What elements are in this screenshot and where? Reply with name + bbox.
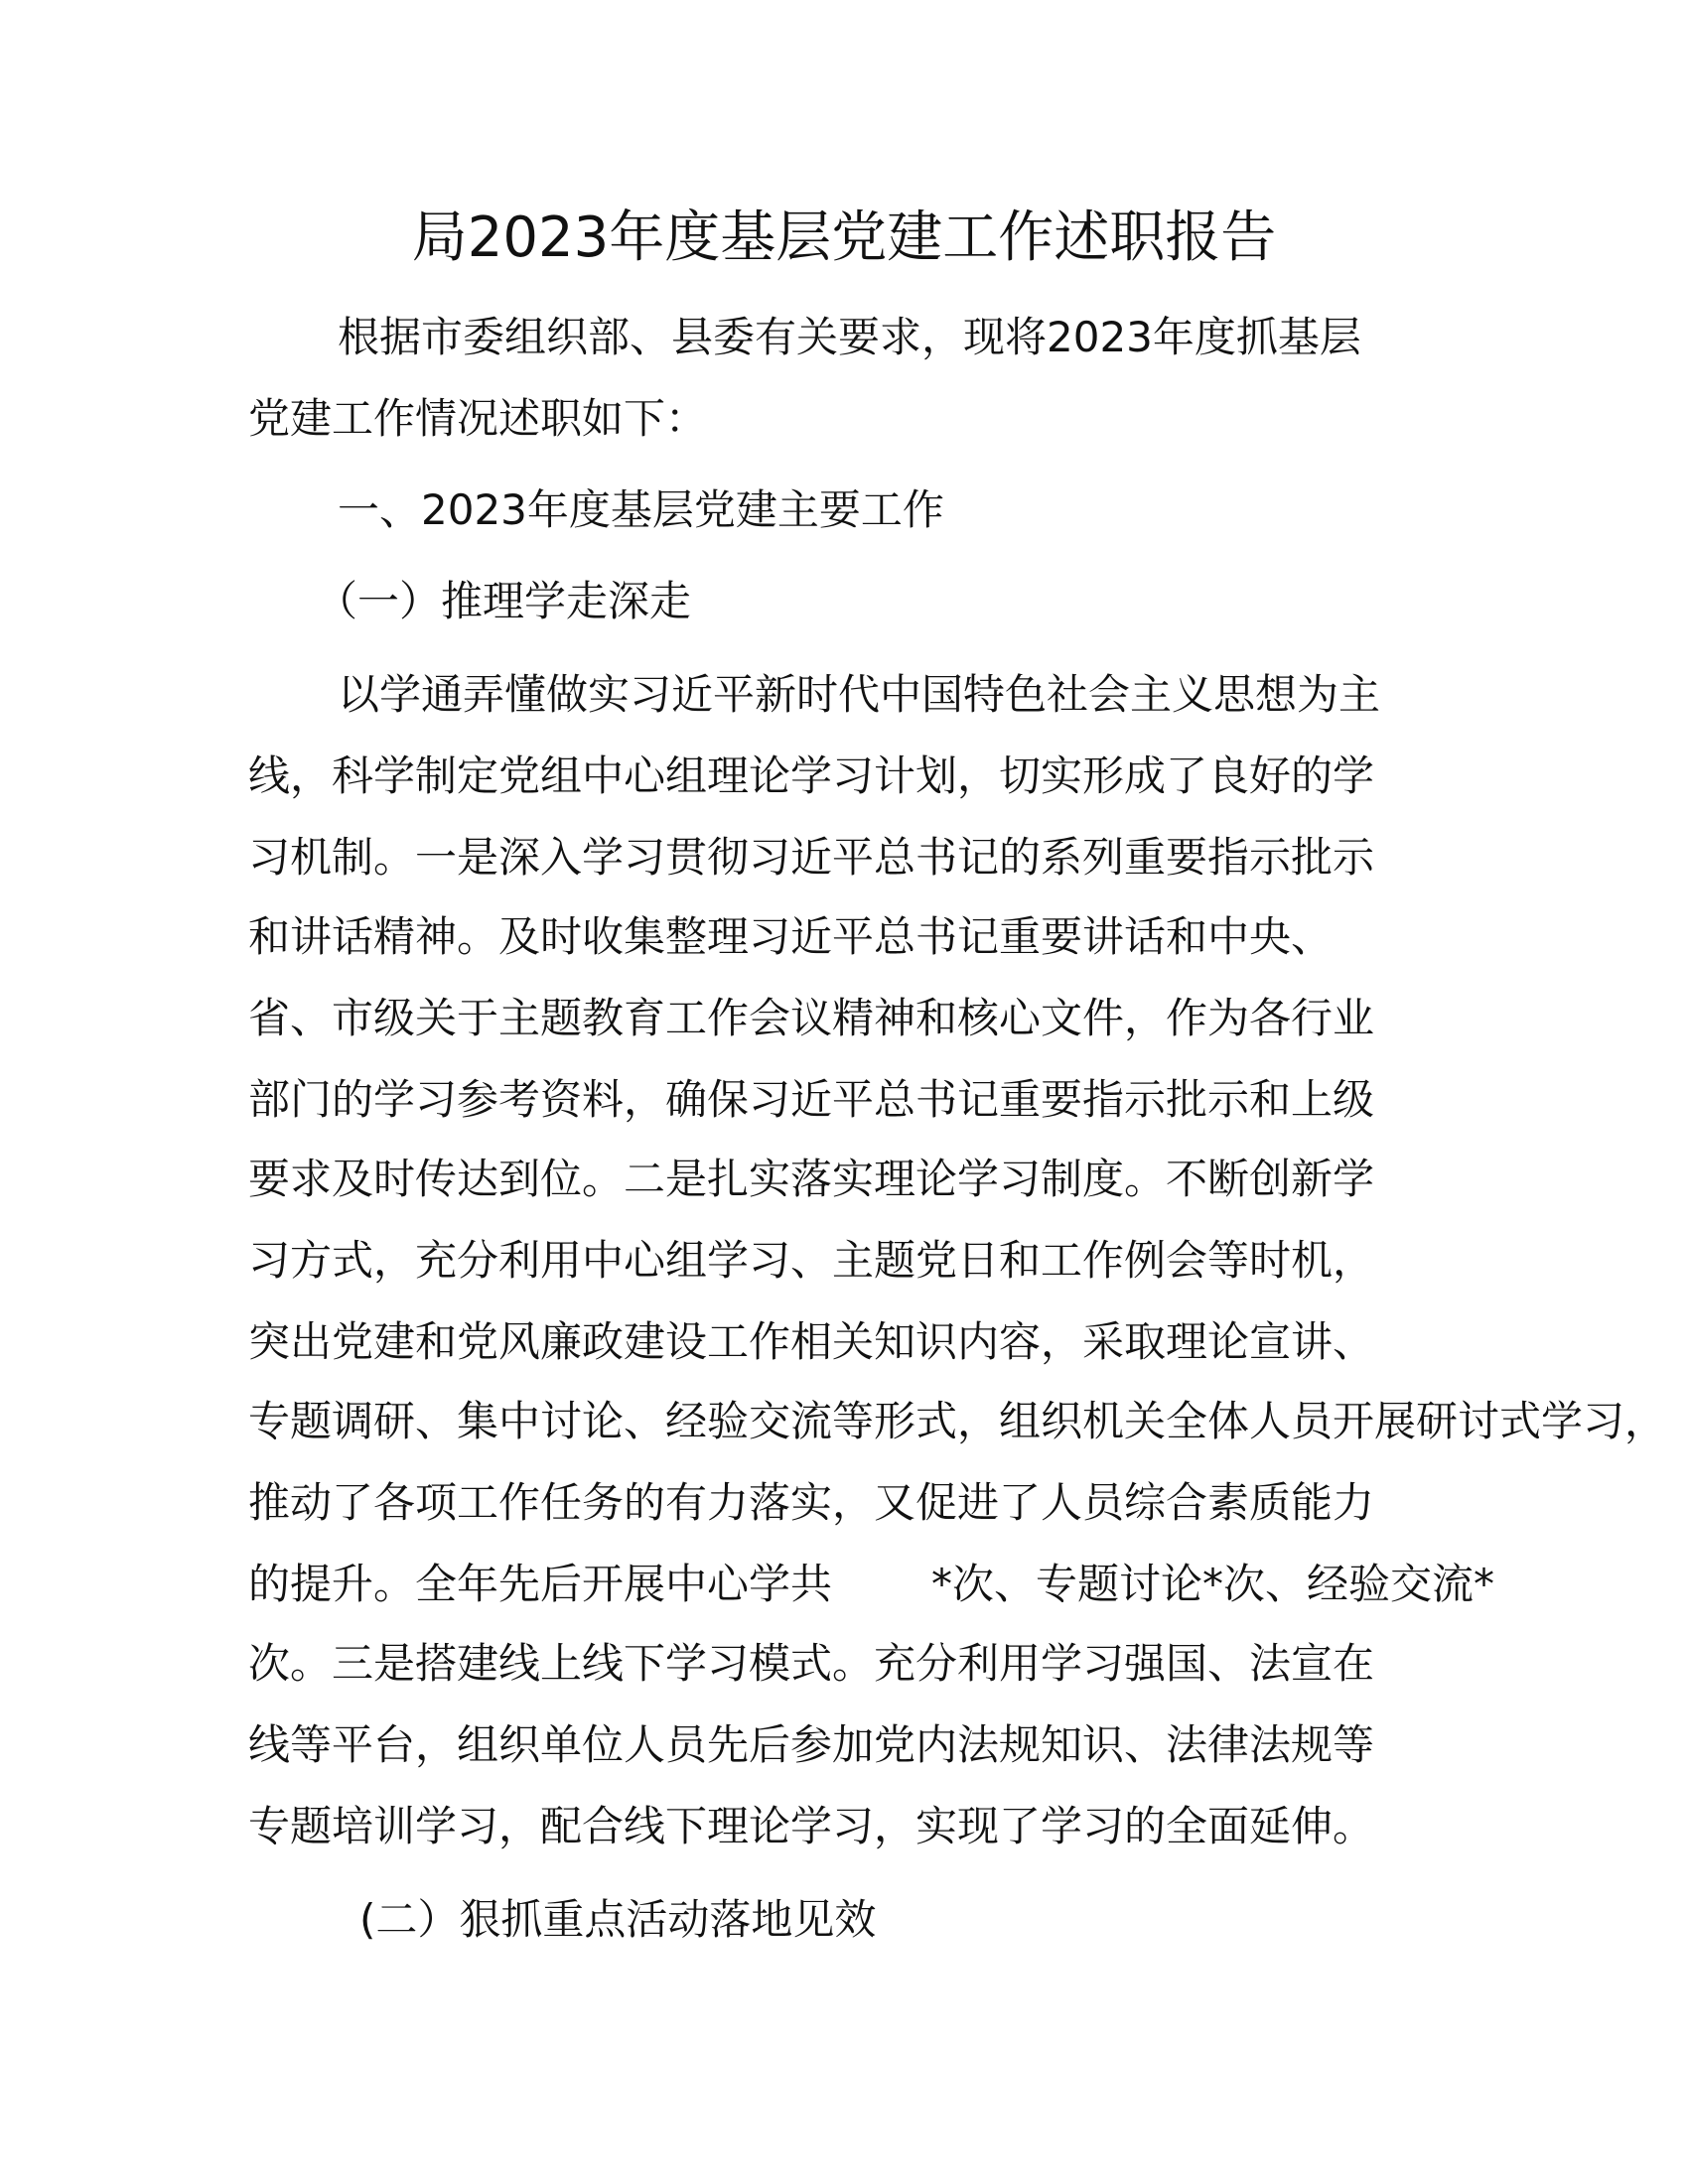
paragraph-line: 以学通弄懂做实习近平新时代中国特色社会主义思想为主 bbox=[338, 670, 1381, 719]
paragraph-line: 专题培训学习，配合线下理论学习，实现了学习的全面延伸。 bbox=[248, 1802, 1375, 1850]
paragraph-line: 习机制。一是深入学习贯彻习近平总书记的系列重要指示批示 bbox=[248, 833, 1375, 882]
paragraph-line: 要求及时传达到位。二是扎实落实理论学习制度。不断创新学 bbox=[248, 1155, 1375, 1203]
paragraph-line: 次。三是搭建线上线下学习模式。充分利用学习强国、法宣在 bbox=[248, 1639, 1375, 1688]
subsection-heading: (二）狠抓重点活动落地见效 bbox=[359, 1895, 877, 1944]
intro-line: 党建工作情况述职如下： bbox=[248, 394, 708, 443]
subsection-heading: （一）推理学走深走 bbox=[316, 577, 692, 625]
paragraph-line: 突出党建和党风廉政建设工作相关知识内容，采取理论宣讲、 bbox=[248, 1317, 1375, 1366]
paragraph-line: 部门的学习参考资料，确保习近平总书记重要指示批示和上级 bbox=[248, 1075, 1375, 1124]
paragraph-line: 省、市级关于主题教育工作会议精神和核心文件，作为各行业 bbox=[248, 994, 1375, 1042]
paragraph-line-right: *次、专题讨论*次、经验交流* bbox=[931, 1560, 1495, 1608]
paragraph-line: 推动了各项工作任务的有力落实，又促进了人员综合素质能力 bbox=[248, 1478, 1375, 1527]
paragraph-line-left: 的提升。全年先后开展中心学共 bbox=[248, 1560, 833, 1608]
paragraph-line: 线，科学制定党组中心组理论学习计划，切实形成了良好的学 bbox=[248, 751, 1375, 800]
paragraph-line: 习方式，充分利用中心组学习、主题党日和工作例会等时机， bbox=[248, 1236, 1375, 1285]
document-title: 局2023年度基层党建工作述职报告 bbox=[411, 205, 1277, 270]
intro-line: 根据市委组织部、县委有关要求，现将2023年度抓基层 bbox=[338, 313, 1361, 361]
paragraph-line: 线等平台，组织单位人员先后参加党内法规知识、法律法规等 bbox=[248, 1720, 1375, 1769]
section-heading: 一、2023年度基层党建主要工作 bbox=[338, 485, 944, 534]
paragraph-line: 专题调研、集中讨论、经验交流等形式，组织机关全体人员开展研讨式学习， bbox=[248, 1397, 1667, 1445]
paragraph-line: 和讲话精神。及时收集整理习近平总书记重要讲话和中央、 bbox=[248, 912, 1334, 961]
paragraph-line bbox=[248, 1555, 1494, 1614]
